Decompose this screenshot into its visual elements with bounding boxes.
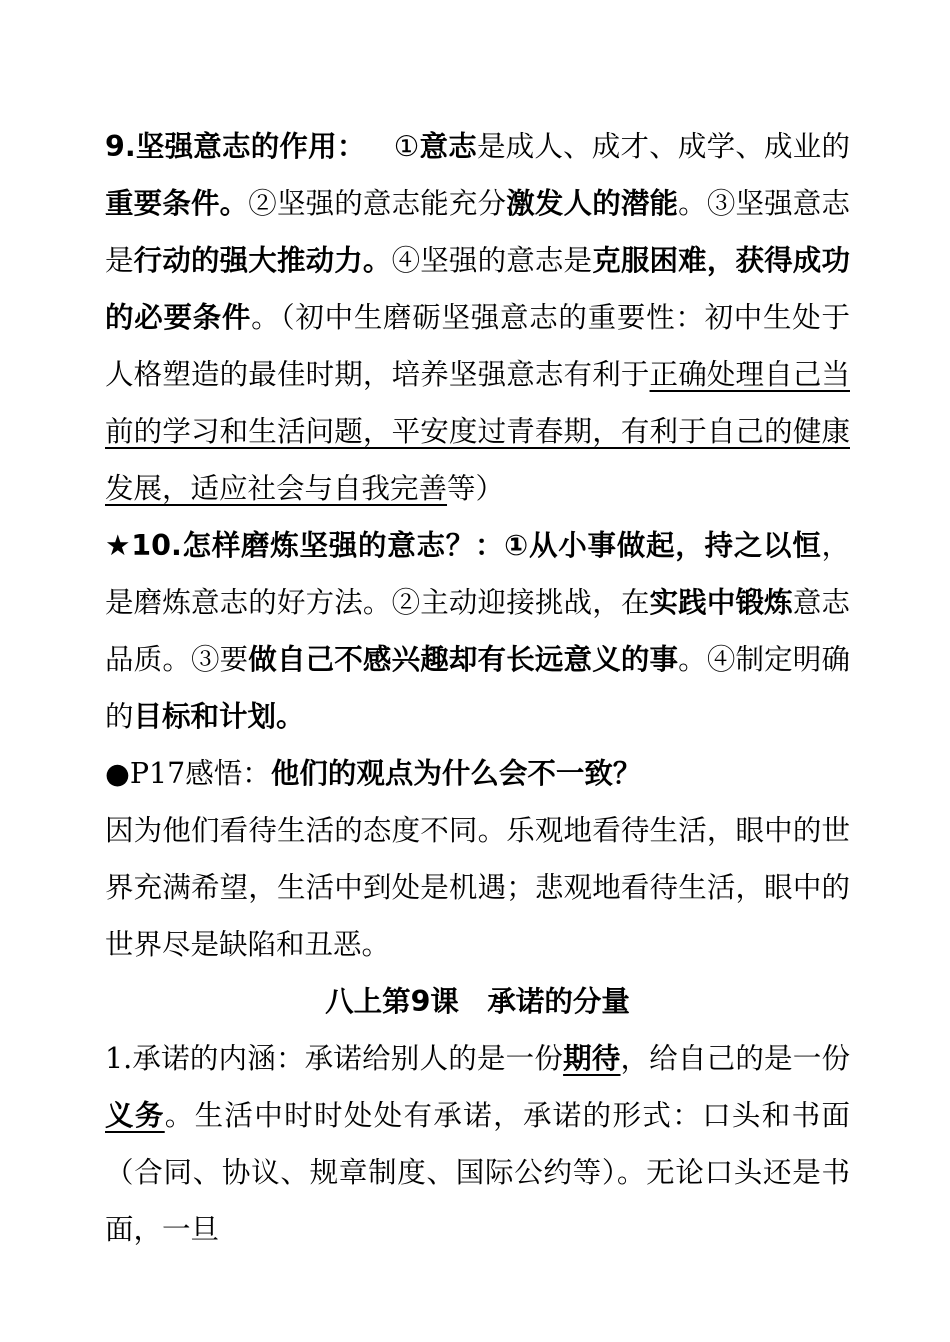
text: 。③坚强意志是 [105, 187, 850, 277]
text: ④坚强的意志是 [391, 244, 593, 277]
key-term: 做自己不感兴趣却有长远意义的事 [248, 643, 679, 676]
key-term: 意志 [419, 130, 477, 163]
section-9-title: 9.坚强意志的作用： [105, 130, 366, 163]
section-10-paragraph [105, 517, 850, 745]
p17-question-text: 他们的观点为什么会不一致？ [270, 757, 642, 790]
text: 是成人、成才、成学、成业的 [476, 130, 850, 163]
p17-answer: 因为他们看待生活的态度不同。乐观地看待生活，眼中的世界充满希望，生活中到处是机遇；悲观地看待生活，眼中的世界尽是缺陷和丑恶。 [105, 814, 850, 961]
text: ，给自己的是一份 [620, 1042, 850, 1075]
key-term: 实践中锻炼 [649, 586, 793, 619]
text: 。（初中生磨砺坚强意志的重要性：初中生处于人格塑造的最佳时期，培养坚强意志有利于 [105, 301, 850, 391]
key-term: 期待 [563, 1042, 621, 1075]
section-9-paragraph [105, 118, 850, 517]
text: 1.承诺的内涵：承诺给别人的是一份 [105, 1042, 564, 1075]
key-term: 目标和计划。 [133, 700, 305, 733]
text: 。生活中时时处处有承诺，承诺的形式：口头和书面（合同、协议、规章制度、国际公约等）。无论口头还是书面，一旦 [105, 1099, 850, 1246]
section-10-title: ★10.怎样磨炼坚强的意志？：①从小事做起，持之以恒 [105, 529, 822, 562]
text: 等） [447, 472, 505, 505]
underlined-text: 正确处理自己当前的学习和生活问题，平安度过青春期，有利于自己的健康发展，适应社会与自我完善 [105, 358, 850, 505]
p17-question [105, 745, 850, 802]
text: 意志品质。③要 [105, 586, 850, 676]
text: ① [393, 130, 420, 163]
key-term: 克服困难，获得成功的必要条件 [105, 244, 850, 334]
lesson-heading: 八上第9课 承诺的分量 [325, 985, 630, 1018]
text: 。④制定明确的 [105, 643, 850, 733]
key-term: 义务 [105, 1099, 165, 1132]
text: ②坚强的意志能充分 [248, 187, 507, 220]
key-term: 重要条件。 [105, 187, 249, 220]
key-term: 行动的强大推动力。 [133, 244, 392, 277]
document-page [105, 118, 850, 1258]
key-term: 激发人的潜能 [506, 187, 679, 220]
p17-prefix: ●P17感悟： [105, 757, 271, 790]
text: ，是磨炼意志的好方法。②主动迎接挑战，在 [105, 529, 850, 619]
lesson-9-paragraph-1 [105, 1030, 850, 1258]
